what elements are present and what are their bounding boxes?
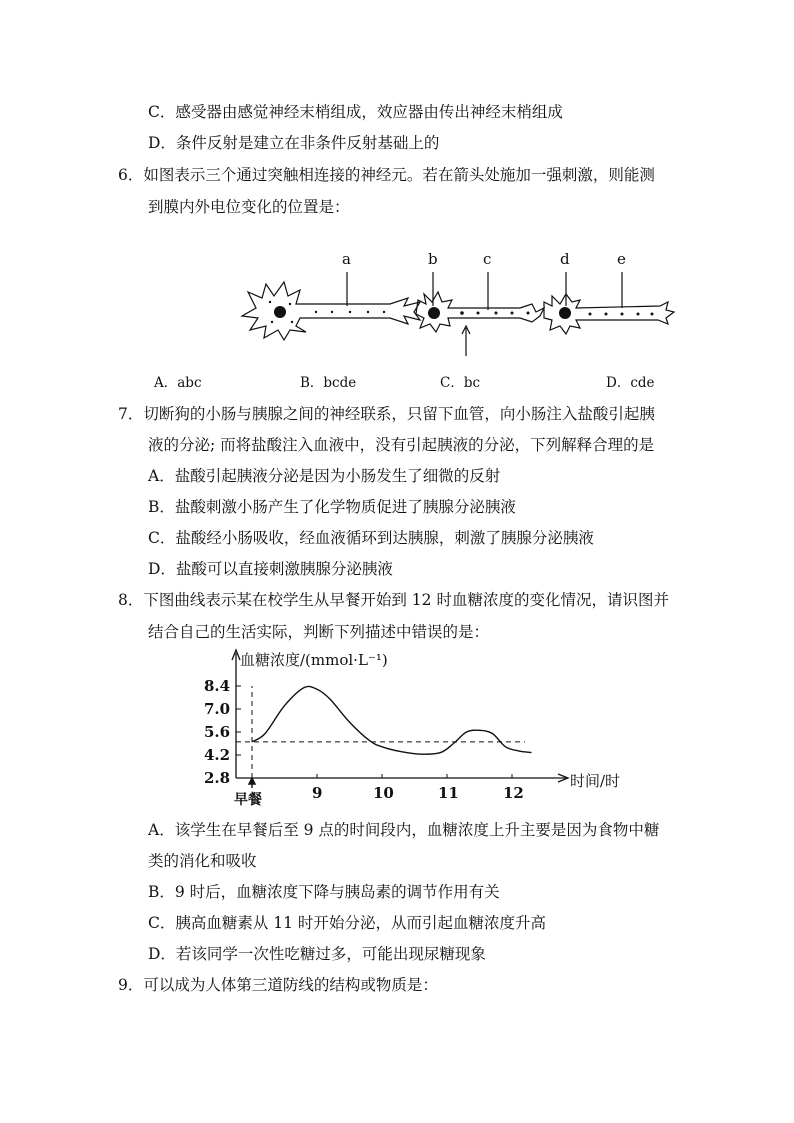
y-tick-label: 5.6 bbox=[204, 723, 231, 741]
y-axis-label: 血糖浓度/(mmol·L⁻¹) bbox=[240, 651, 388, 669]
q6-option-a: A．abc bbox=[154, 375, 202, 391]
q8-stem-line1: 8．下图曲线表示某在校学生从早餐开始到 12 时血糖浓度的变化情况，请识图并 bbox=[118, 591, 669, 609]
y-tick-label: 2.8 bbox=[204, 769, 231, 787]
y-tick-label: 7.0 bbox=[204, 700, 231, 718]
label-e: e bbox=[617, 250, 626, 268]
q6-stem-line2: 到膜内外电位变化的位置是： bbox=[148, 198, 350, 216]
breakfast-label: 早餐 bbox=[234, 792, 262, 808]
q5-option-d: D．条件反射是建立在非条件反射基础上的 bbox=[148, 134, 440, 152]
q7-option-b: B．盐酸刺激小肠产生了化学物质促进了胰腺分泌胰液 bbox=[148, 498, 516, 516]
q7-stem-line1: 7．切断狗的小肠与胰腺之间的神经联系，只留下血管，向小肠注入盐酸引起胰 bbox=[118, 405, 655, 423]
x-tick-label: 9 bbox=[312, 784, 323, 802]
q8-option-a-line1: A．该学生在早餐后至 9 点的时间段内，血糖浓度上升主要是因为食物中糖 bbox=[148, 821, 660, 839]
q6-option-c: C．bc bbox=[440, 375, 481, 391]
q6-option-b: B．bcde bbox=[300, 375, 357, 391]
label-d: d bbox=[560, 250, 570, 268]
label-c: c bbox=[483, 250, 492, 268]
q9-stem: 9．可以成为人体第三道防线的结构或物质是： bbox=[118, 976, 438, 994]
q8-option-a-line2: 类的消化和吸收 bbox=[148, 852, 257, 870]
y-tick-label: 8.4 bbox=[204, 677, 231, 695]
q6-option-d: D．cde bbox=[606, 375, 655, 391]
x-tick-label: 10 bbox=[373, 784, 394, 802]
label-b: b bbox=[428, 250, 438, 268]
glucose-curve bbox=[252, 686, 532, 754]
x-axis-label: 时间/时 bbox=[570, 772, 621, 790]
q7-option-c: C．盐酸经小肠吸收，经血液循环到达胰腺，刺激了胰腺分泌胰液 bbox=[148, 529, 594, 547]
y-tick-label: 4.2 bbox=[204, 746, 231, 764]
x-tick-label: 12 bbox=[503, 784, 524, 802]
q7-option-a: A．盐酸引起胰液分泌是因为小肠发生了细微的反射 bbox=[148, 467, 501, 485]
label-a: a bbox=[342, 250, 351, 268]
q6-stem-line1: 6．如图表示三个通过突触相连接的神经元。若在箭头处施加一强刺激，则能测 bbox=[118, 166, 655, 184]
q7-option-d: D．盐酸可以直接刺激胰腺分泌胰液 bbox=[148, 560, 393, 578]
x-tick-label: 11 bbox=[438, 784, 459, 802]
q7-stem-line2: 液的分泌; 而将盐酸注入血液中，没有引起胰液的分泌，下列解释合理的是 bbox=[148, 436, 655, 454]
q8-stem-line2: 结合自己的生活实际，判断下列描述中错误的是： bbox=[148, 623, 490, 641]
q8-option-d: D．若该同学一次性吃糖过多，可能出现尿糖现象 bbox=[148, 945, 486, 963]
q8-option-b: B．9 时后，血糖浓度下降与胰岛素的调节作用有关 bbox=[148, 883, 500, 901]
breakfast-arrow bbox=[249, 778, 255, 788]
q8-option-c: C．胰高血糖素从 11 时开始分泌，从而引起血糖浓度升高 bbox=[148, 914, 546, 932]
q5-option-c: C．感受器由感觉神经末梢组成，效应器由传出神经末梢组成 bbox=[148, 103, 563, 121]
